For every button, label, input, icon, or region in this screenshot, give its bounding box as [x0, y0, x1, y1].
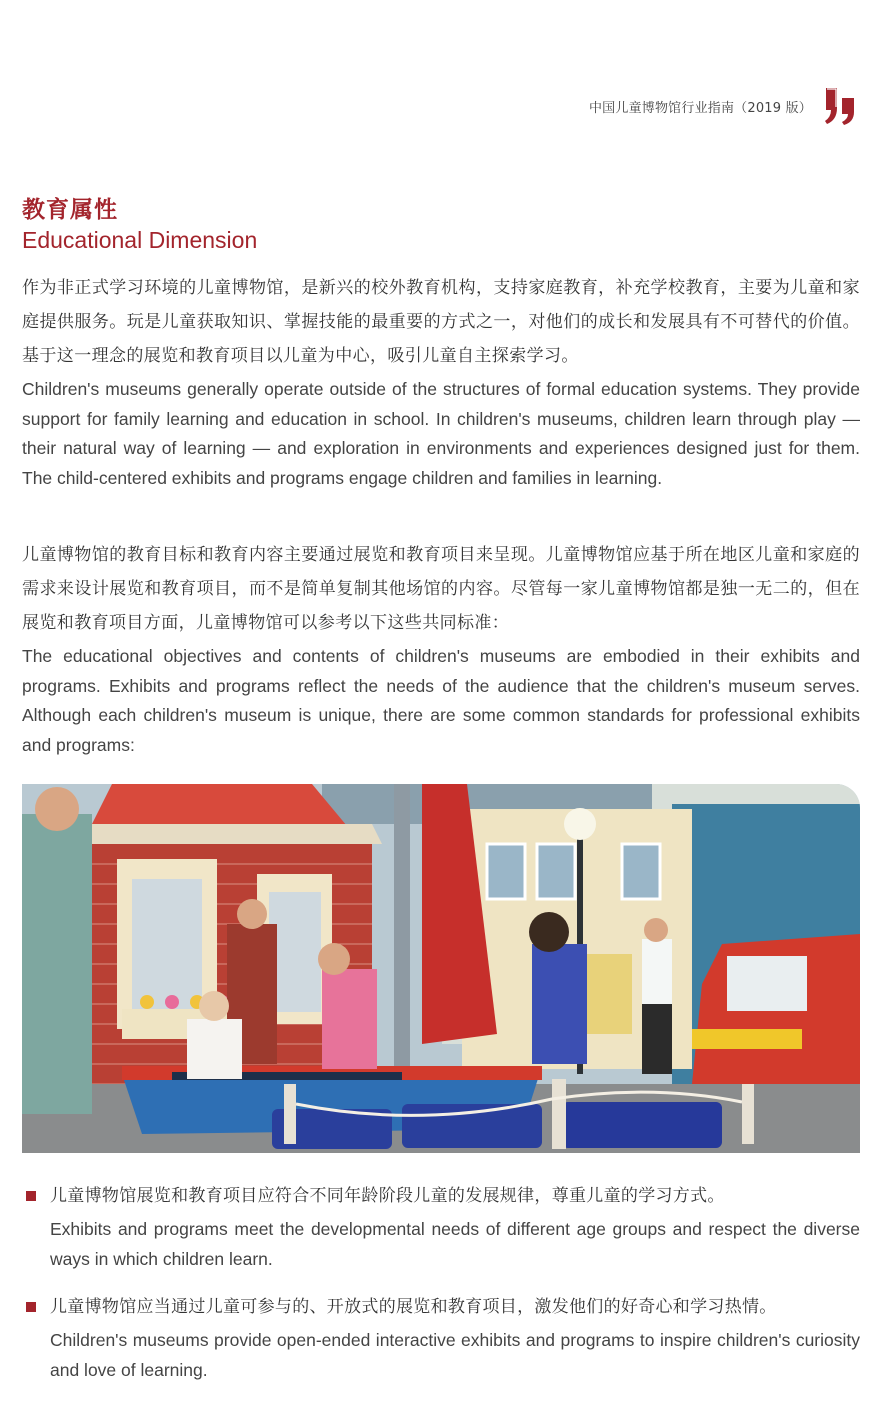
- bullet-item-2: [22, 1292, 860, 1385]
- paragraph-2-en: The educational objectives and contents of children's museums are embodied in their exhibits and programs. Exhibits and programs reflect the needs of the audience that the children's museum serves. Although each children's museum is unique, there are some common standards for professional exhibits and programs:: [22, 646, 860, 755]
- bullet-square-icon: [26, 1191, 36, 1201]
- header-guide-title: 中国儿童博物馆行业指南（2019 版）: [588, 100, 812, 116]
- section-title: [22, 195, 257, 255]
- paragraph-2-cn: 儿童博物馆的教育目标和教育内容主要通过展览和教育项目来呈现。儿童博物馆应基于所在地区儿童和家庭的需求来设计展览和教育项目，而不是简单复制其他场馆的内容。尽管每一家儿童博物馆都是独一无二的，但在展览和教育项目方面，儿童博物馆可以参考以下这些共同标准：: [22, 545, 860, 633]
- section-title-en: Educational Dimension: [22, 227, 258, 253]
- bullet-1-en: Exhibits and programs meet the developmental needs of different age groups and respect the diverse ways in which children learn.: [50, 1219, 860, 1269]
- paragraph-1-en: Children's museums generally operate outside of the structures of formal education systems. They provide support for family learning and education in school. In children's museums, children learn through play — their natural way of learning — and exploration in environments and experiences designed just for them. The child-centered exhibits and programs engage children and families in learning.: [22, 379, 860, 488]
- bullet-2-cn: 儿童博物馆应当通过儿童可参与的、开放式的展览和教育项目，激发他们的好奇心和学习热情。: [50, 1297, 777, 1317]
- bullet-item-1: [22, 1181, 860, 1274]
- paragraph-1-cn: 作为非正式学习环境的儿童博物馆，是新兴的校外教育机构，支持家庭教育，补充学校教育，主要为儿童和家庭提供服务。玩是儿童获取知识、掌握技能的最重要的方式之一，对他们的成长和发展具有不可替代的价值。基于这一理念的展览和教育项目以儿童为中心，吸引儿童自主探索学习。: [22, 278, 860, 366]
- museum-photo: [22, 784, 860, 1153]
- bullet-1-cn: 儿童博物馆展览和教育项目应符合不同年龄阶段儿童的发展规律，尊重儿童的学习方式。: [50, 1186, 725, 1206]
- bullet-2-en: Children's museums provide open-ended interactive exhibits and programs to inspire children's curiosity and love of learning.: [50, 1330, 860, 1380]
- bullet-square-icon: [26, 1302, 36, 1312]
- page-header: [589, 84, 860, 128]
- section-title-cn: 教育属性: [22, 197, 118, 223]
- quote-mark-logo-icon: [824, 86, 860, 126]
